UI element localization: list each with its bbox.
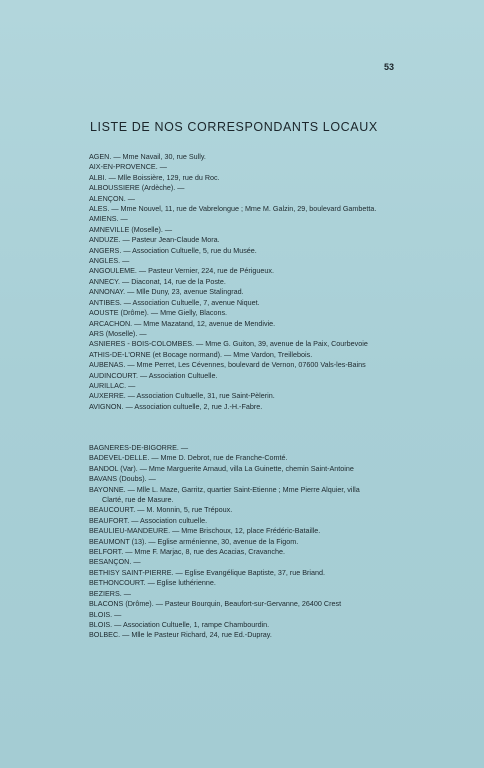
list-item: BLACONS (Drôme). — Pasteur Bourquin, Beaufort-sur-Gervanne, 26400 Crest: [89, 599, 342, 609]
list-item: BEAUMONT (13). — Eglise arménienne, 30, avenue de la Figom.: [89, 536, 299, 546]
list-item: ANGERS. — Association Cultuelle, 5, rue du Musée.: [89, 245, 257, 255]
list-item: ANDUZE. — Pasteur Jean-Claude Mora.: [89, 235, 220, 245]
correspondents-list-a: [89, 152, 409, 412]
list-item: BADEVEL-DELLE. — Mme D. Debrot, rue de Franche-Comté.: [89, 453, 288, 463]
list-item: BLOIS. — Association Cultuelle, 1, rampe Chambourdin.: [89, 619, 270, 629]
list-item: BETHISY SAINT-PIERRE. — Eglise Evangélique Baptiste, 37, rue Briand.: [89, 567, 325, 577]
list-item: BANDOL (Var). — Mme Marguerite Arnaud, villa La Guinette, chemin Saint-Antoine: [89, 463, 354, 473]
page-title: LISTE DE NOS CORRESPONDANTS LOCAUX: [90, 120, 378, 134]
list-item: BESANÇON. —: [89, 557, 141, 567]
list-item: AUBENAS. — Mme Perret, Les Cévennes, boulevard de Vernon, 07600 Vals-les-Bains: [89, 360, 366, 370]
list-item: BEAUCOURT. — M. Monnin, 5, rue Trépoux.: [89, 505, 233, 515]
list-item: ANNECY. — Diaconat, 14, rue de la Poste.: [89, 276, 226, 286]
list-item: ARS (Moselle). —: [89, 328, 147, 338]
list-item: BAYONNE. — Mlle L. Maze, Garritz, quartier Saint-Etienne ; Mme Pierre Alquier, villa: [89, 484, 360, 494]
correspondents-list-b: [89, 443, 409, 641]
list-item: ALBI. — Mlle Boissière, 129, rue du Roc.: [89, 172, 220, 182]
list-item: AUXERRE. — Association Cultuelle, 31, rue Saint-Pèlerin.: [89, 391, 275, 401]
list-item: AVIGNON. — Association cultuelle, 2, rue J.-H.-Fabre.: [89, 401, 263, 411]
list-item: ANTIBES. — Association Cultuelle, 7, avenue Niquet.: [89, 297, 260, 307]
list-item: BEAULIEU-MANDEURE. — Mme Brischoux, 12, place Frédéric-Bataille.: [89, 526, 321, 536]
page-number: 53: [383, 62, 394, 72]
list-item: BAGNERES-DE-BIGORRE. —: [89, 443, 189, 452]
list-item: BLOIS. —: [89, 609, 122, 619]
list-item: AMNEVILLE (Moselle). —: [89, 224, 173, 234]
list-item: BAVANS (Doubs). —: [89, 474, 156, 484]
list-item: BETHONCOURT. — Eglise luthérienne.: [89, 578, 216, 588]
list-item: AIX-EN-PROVENCE. —: [89, 162, 167, 172]
list-item: ALES. — Mme Nouvel, 11, rue de Vabrelongue ; Mme M. Galzin, 29, boulevard Gambetta.: [89, 204, 377, 214]
list-item: ATHIS-DE-L'ORNE (et Bocage normand). — Mme Vardon, Treillebois.: [89, 349, 313, 359]
list-item: AGEN. — Mme Navail, 30, rue Sully.: [89, 152, 206, 161]
list-item: ANGOULEME. — Pasteur Vernier, 224, rue de Périgueux.: [89, 266, 274, 276]
list-item: AURILLAC. —: [89, 380, 136, 390]
list-item: ASNIERES - BOIS-COLOMBES. — Mme G. Guiton, 39, avenue de la Paix, Courbevoie: [89, 339, 368, 349]
list-item: ANNONAY. — Mlle Duny, 23, avenue Stalingrad.: [89, 287, 244, 297]
list-item: BOLBEC. — Mlle le Pasteur Richard, 24, rue Ed.-Dupray.: [89, 630, 272, 640]
list-item: BELFORT. — Mme F. Marjac, 8, rue des Acacias, Cravanche.: [89, 547, 285, 557]
list-item: ANGLES. —: [89, 256, 130, 266]
list-item: ALBOUSSIERE (Ardèche). —: [89, 183, 185, 193]
list-item: AMIENS. —: [89, 214, 128, 224]
list-item: ARCACHON. — Mme Mazatand, 12, avenue de Mendivie.: [89, 318, 276, 328]
list-item: AOUSTE (Drôme). — Mme Gielly, Blacons.: [89, 308, 228, 318]
list-item: BEZIERS. —: [89, 588, 131, 598]
list-item: BEAUFORT. — Association cultuelle.: [89, 515, 208, 525]
list-item: AUDINCOURT. — Association Cultuelle.: [89, 370, 218, 380]
list-item: ALENÇON. —: [89, 193, 135, 203]
list-item-continuation: Clarté, rue de Masure.: [102, 495, 174, 505]
